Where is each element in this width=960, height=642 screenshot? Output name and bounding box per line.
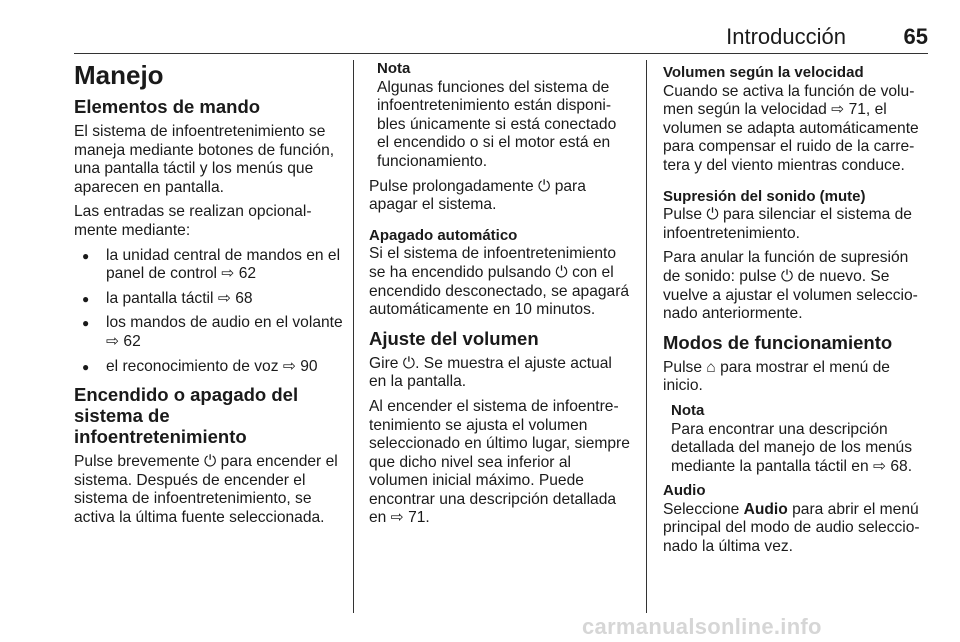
text-span: Seleccione	[663, 500, 744, 518]
paragraph: Si el sistema de infoentretenimiento se ha encendido pulsando ⏻ con el encendido desconectado, se apagará automáticamente en 10 minutos.	[369, 245, 630, 319]
header-title: Introducción	[726, 24, 846, 49]
paragraph-audio	[663, 501, 927, 557]
note-text: Para encontrar una descripción detallada del manejo de los menús mediante la pantalla táctil en ⇨ 68.	[671, 420, 913, 475]
list-item: ● los mandos de audio en el volante ⇨ 62	[74, 314, 344, 351]
paragraph: El sistema de infoentretenimiento se maneja mediante botones de función, una pantalla táctil y los menús que aparecen en pantalla.	[74, 123, 335, 196]
paragraph: Cuando se activa la función de volumen según la velocidad ⇨ 71, el volumen se adapta automáticamente para compensar el ruido de la carretera y del viento mientras conduce.	[663, 82, 919, 174]
note-text: Algunas funciones del sistema de infoentretenimiento están disponibles únicamente si está conectado el encendido o si el motor está en funcionamiento.	[377, 78, 617, 170]
text-span: para abrir el menú principal del modo de audio seleccionado la última vez.	[663, 500, 920, 556]
subheading-apagado: Apagado automático	[369, 226, 518, 244]
header-rule	[74, 53, 928, 54]
paragraph: Pulse brevemente ⏻ para encender el sistema. Después de encender el sistema de infoentretenimiento, se activa la última fuente seleccionada.	[74, 453, 338, 526]
subheading-audio: Audio	[663, 482, 706, 500]
column-divider-2	[646, 60, 647, 613]
subheading-modos: Modos de funcionamiento	[663, 331, 893, 353]
column-3	[663, 60, 927, 563]
page-number: 65	[903, 24, 928, 49]
paragraph: Gire ⏻. Se muestra el ajuste actual en la pantalla.	[369, 354, 612, 391]
note-label: Nota	[671, 401, 705, 419]
column-2	[369, 60, 631, 534]
list-item: ● el reconocimiento de voz ⇨ 90	[74, 358, 344, 377]
column-divider-1	[353, 60, 354, 613]
page-header	[74, 24, 928, 50]
note-box	[369, 60, 631, 172]
list-item: ● la pantalla táctil ⇨ 68	[74, 290, 344, 309]
list-item: ● la unidad central de mandos en el panel de control ⇨ 62	[74, 247, 344, 284]
paragraph: Pulse ⌂ para mostrar el menú de inicio.	[663, 358, 890, 395]
subheading-elementos: Elementos de mando	[74, 96, 261, 117]
paragraph: Las entradas se realizan opcionalmente mediante:	[74, 203, 312, 239]
column-1	[74, 60, 344, 534]
paragraph: Pulse ⏻ para silenciar el sistema de infoentretenimiento.	[663, 206, 912, 242]
paragraph: Para anular la función de supresión de sonido: pulse ⏻ de nuevo. Se vuelve a ajustar el volumen seleccionado anteriormente.	[663, 249, 918, 323]
note-box	[663, 402, 927, 476]
paragraph: Al encender el sistema de infoentretenimiento se ajusta el volumen seleccionado en último lugar, siempre que dicho nivel sea inferior al volumen inicial máximo. Puede encontrar una descripción detallada en ⇨ 71.	[369, 397, 630, 527]
paragraph: Pulse prolongadamente ⏻ para apagar el sistema.	[369, 177, 586, 214]
subheading-ajuste-volumen: Ajuste del volumen	[369, 327, 539, 349]
subheading-encendido: Encendido o apagado del sistema de infoentretenimiento	[74, 384, 299, 448]
subheading-mute: Supresión del sonido (mute)	[663, 187, 866, 205]
section-heading-manejo: Manejo	[74, 60, 164, 90]
bullet-list	[74, 247, 344, 377]
audio-keyword: Audio	[743, 500, 788, 518]
subheading-volumen-velocidad: Volumen según la velocidad	[663, 64, 864, 81]
watermark: carmanualsonline.info	[582, 614, 822, 639]
note-label: Nota	[377, 60, 411, 77]
